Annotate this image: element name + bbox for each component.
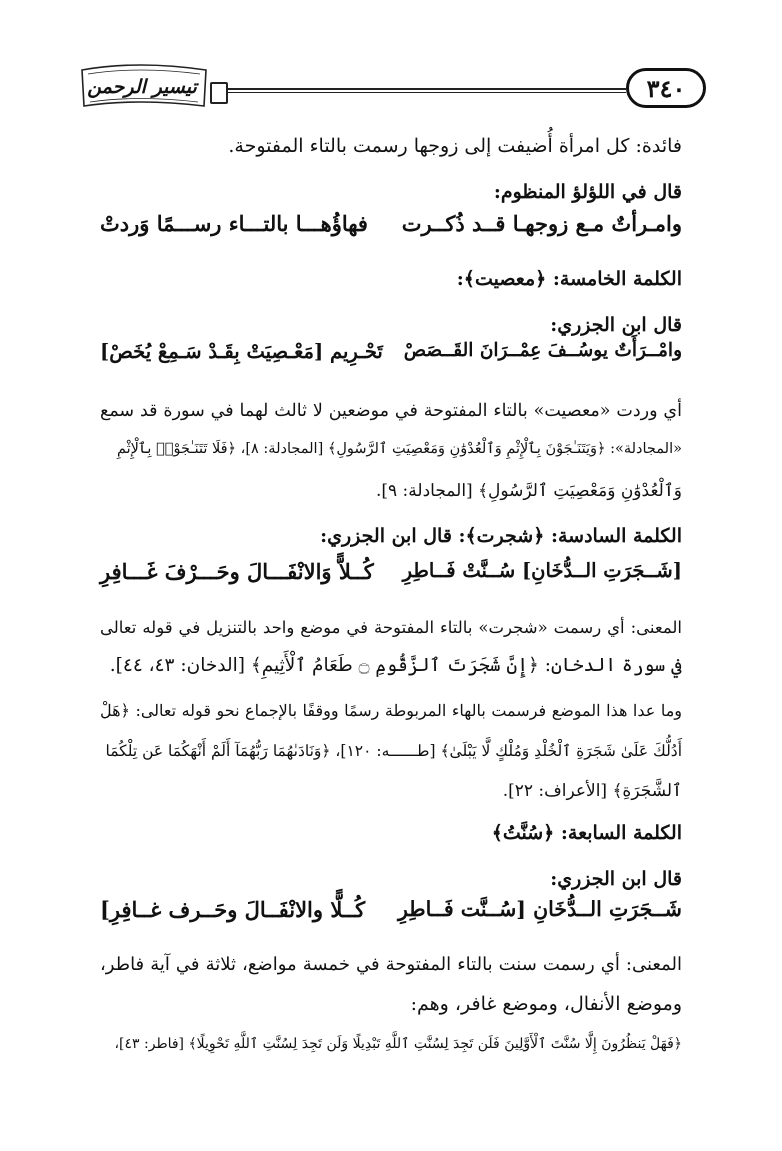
paragraph-line: ﴿فَهَلْ يَنظُرُونَ إِلَّا سُنَّتَ ٱلْأَوَّلِينَ فَلَن تَجِدَ لِسُنَّتِ ٱللَّهِ تَبْدِيلًا وَلَن تَجِدَ لِسُنَّتِ ٱللَّهِ تَحْوِيلًا﴾ [فاطر: ٤٣]، — [114, 1036, 682, 1052]
paragraph-line: وَٱلْعُدْوَٰنِ وَمَعْصِيَتِ ٱلرَّسُولِ﴾ [المجادلة: ٩]. — [375, 481, 682, 501]
book-icon — [210, 82, 228, 104]
paragraph-line: وما عدا هذا الموضع فرسمت بالهاء المربوطة رسمًا ووقفًا بالإجماع نحو قوله تعالى: ﴿هَلْ — [100, 701, 682, 720]
verse-hemistich-right: [شَــجَرَتِ الــدُّخَانِ] سُــنَّتْ فَــاطِرِ — [402, 559, 682, 582]
quote-intro: قال ابن الجزري: — [550, 868, 682, 890]
quote-intro: قال في اللؤلؤ المنظوم: — [493, 181, 682, 203]
section-heading: الكلمة السادسة: ﴿شجرت﴾: قال ابن الجزري: — [320, 525, 682, 547]
paragraph-line: «المجادلة»: ﴿وَيَتَنَـٰجَوْنَ بِٱلْإِثْمِ وَٱلْعُدْوَٰنِ وَمَعْصِيَتِ ٱلرَّسُولِ﴾ [المجادلة: ٨]، ﴿فَلَا تَتَنَـٰجَوْا۟ بِٱلْإِثْمِ — [116, 441, 682, 457]
benefit-note: فائدة: كل امرأة أُضيفت إلى زوجها رسمت بالتاء المفتوحة. — [228, 135, 682, 157]
page-header — [78, 62, 706, 120]
verse-hemistich-left: كُــلًّا والانْفَــالَ وحَــرف غــافِرِ] — [100, 897, 366, 922]
header-rule — [228, 88, 626, 90]
paragraph-line: في سورة الدخان: ﴿إِنَّ شَجَرَتَ ٱلزَّقُّومِ ۝ طَعَامُ ٱلْأَثِيمِ﴾ [الدخان: ٤٣، ٤٤]. — [109, 655, 682, 676]
verse-hemistich-right: شَــجَرَتِ الــدُّخَانِ [سُــنَّت فَــاطِرِ — [397, 897, 682, 921]
paragraph-line: المعنى: أي رسمت سنت بالتاء المفتوحة في خمسة مواضع، ثلاثة في آية فاطر، — [100, 954, 682, 975]
page-number: ٣٤٠ — [626, 68, 706, 108]
verse-hemistich-right: وامـرأتٌ مـع زوجهـا قــد ذُكــرت — [401, 211, 682, 236]
section-heading: الكلمة الخامسة: ﴿معصيت﴾: — [456, 268, 682, 290]
verse-hemistich-left: فهاؤُهـــا بالتـــاء رســـمًا وَردتْ — [100, 211, 368, 236]
verse-hemistich-right: وامْــرَأَتٌ يوسُــفَ عِمْــرَانَ القَــصَصْ — [403, 340, 682, 361]
section-heading: الكلمة السابعة: ﴿سُنَّتُ﴾ — [491, 822, 682, 844]
verse-hemistich-left: كُــلاًّ وَالانْفَـــالَ وحَـــرْفَ غَـــافِرِ — [100, 559, 374, 584]
paragraph-line: المعنى: أي رسمت «شجرت» بالتاء المفتوحة في موضع واحد بالتنزيل في قوله تعالى — [100, 618, 682, 637]
verse-hemistich-left: تَحْـرِيم [مَعْـصِيَتْ بِقَـدْ سَـمِعْ يُخَصْ] — [100, 340, 383, 363]
paragraph-line: أي وردت «معصيت» بالتاء المفتوحة في موضعين لا ثالث لهما في سورة قد سمع — [100, 401, 682, 421]
quote-intro: قال ابن الجزري: — [550, 314, 682, 336]
paragraph-line: ٱلشَّجَرَةِ﴾ [الأعراف: ٢٢]. — [502, 781, 682, 801]
paragraph-line: أَدُلُّكَ عَلَىٰ شَجَرَةِ ٱلْخُلْدِ وَمُلْكٍ لَّا يَبْلَىٰ﴾ [طــــــه: ١٢٠]، ﴿وَنَادَىٰهُمَا رَبُّهُمَآ أَلَمْ أَنْهَكُمَا عَن تِلْكُمَا — [105, 742, 682, 760]
paragraph-line: وموضع الأنفال، وموضع غافر، وهم: — [410, 993, 682, 1015]
book-title: تيسير الرحمن — [87, 76, 197, 98]
header-rule-thin — [228, 92, 626, 93]
